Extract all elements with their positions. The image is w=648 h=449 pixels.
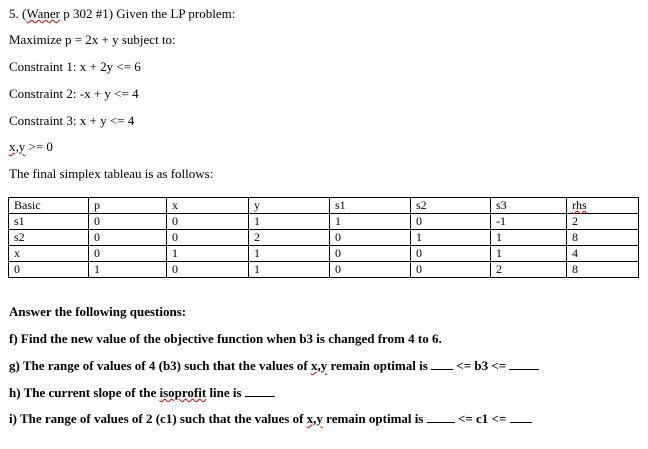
objective: Maximize p = 2x + y subject to: [9, 32, 176, 47]
table-cell: 0 [330, 230, 411, 246]
question-i [9, 410, 532, 427]
table-cell: 1 [249, 262, 330, 278]
table-cell: 0 [411, 262, 491, 278]
table-cell: 0 [167, 230, 249, 246]
i-mid: remain optimal is [322, 411, 427, 426]
i-vars: x,y [306, 411, 323, 426]
g-op: <= b3 <= [453, 358, 510, 373]
table-cell: 1 [411, 230, 491, 246]
question-g [9, 357, 539, 374]
header-cell: p [89, 198, 167, 214]
table-cell: 1 [330, 214, 411, 230]
answer-blank[interactable] [510, 410, 532, 423]
table-cell: 8 [567, 230, 639, 246]
answer-blank[interactable] [245, 384, 275, 397]
answer-blank[interactable] [427, 410, 455, 423]
constraint-2: Constraint 2: -x + y <= 4 [9, 86, 139, 101]
answer-blank[interactable] [509, 357, 539, 370]
table-cell: 0 [167, 262, 249, 278]
table-cell: s2 [9, 230, 89, 246]
header-cell: y [249, 198, 330, 214]
table-cell: 2 [249, 230, 330, 246]
answer-blank[interactable] [431, 357, 453, 370]
table-cell: 0 [89, 246, 167, 262]
table-cell: 0 [89, 230, 167, 246]
table-cell: 0 [411, 214, 491, 230]
g-mid: remain optimal is [327, 358, 432, 373]
table-row [9, 214, 639, 230]
table-cell: 8 [567, 262, 639, 278]
constraint-3: Constraint 3: x + y <= 4 [9, 113, 135, 128]
table-cell: -1 [491, 214, 567, 230]
question-f: f) Find the new value of the objective function when b3 is changed from 4 to 6. [9, 331, 442, 346]
header-cell: s2 [411, 198, 491, 214]
heading-suffix: p 302 #1) Given the LP problem: [59, 6, 236, 21]
table-row [9, 246, 639, 262]
h-word: isoprofit [159, 385, 207, 400]
constraint-1: Constraint 1: x + 2y <= 6 [9, 59, 141, 74]
questions-intro: Answer the following questions: [9, 304, 187, 319]
table-cell: 1 [89, 262, 167, 278]
table-cell: 2 [491, 262, 567, 278]
question-h [9, 384, 275, 401]
h-post: line is [206, 385, 245, 400]
i-text: i) The range of values of 2 (c1) such that the values of [9, 411, 307, 426]
table-cell: 1 [249, 246, 330, 262]
header-cell: s3 [491, 198, 567, 214]
g-text: g) The range of values of 4 (b3) such that the values of [9, 358, 312, 373]
table-cell: 1 [491, 230, 567, 246]
table-row [9, 262, 639, 278]
problem-heading [9, 6, 235, 22]
g-vars: x,y [311, 358, 328, 373]
table-cell: 0 [167, 214, 249, 230]
nonnegativity [9, 139, 53, 155]
table-cell: x [9, 246, 89, 262]
header-cell: x [167, 198, 249, 214]
table-cell: s1 [9, 214, 89, 230]
table-cell: 1 [249, 214, 330, 230]
heading-source: Waner [26, 6, 60, 21]
table-cell: 1 [167, 246, 249, 262]
table-cell: 4 [567, 246, 639, 262]
header-cell: s1 [330, 198, 411, 214]
header-cell: Basic [9, 198, 89, 214]
table-header-row [9, 198, 639, 214]
simplex-tableau [8, 197, 639, 278]
table-cell: 2 [567, 214, 639, 230]
tableau-intro: The final simplex tableau is as follows: [9, 166, 214, 181]
table-cell: 0 [330, 246, 411, 262]
nonneg-rest: >= 0 [25, 139, 53, 154]
table-row [9, 230, 639, 246]
table-cell: 0 [9, 262, 89, 278]
table-cell: 1 [491, 246, 567, 262]
h-text: h) The current slope of the [9, 385, 160, 400]
header-cell: rhs [567, 198, 639, 214]
table-cell: 0 [411, 246, 491, 262]
heading-prefix: 5. ( [9, 6, 27, 21]
table-cell: 0 [89, 214, 167, 230]
i-op: <= c1 <= [454, 411, 510, 426]
table-cell: 0 [330, 262, 411, 278]
nonneg-vars: x,y [9, 139, 26, 154]
